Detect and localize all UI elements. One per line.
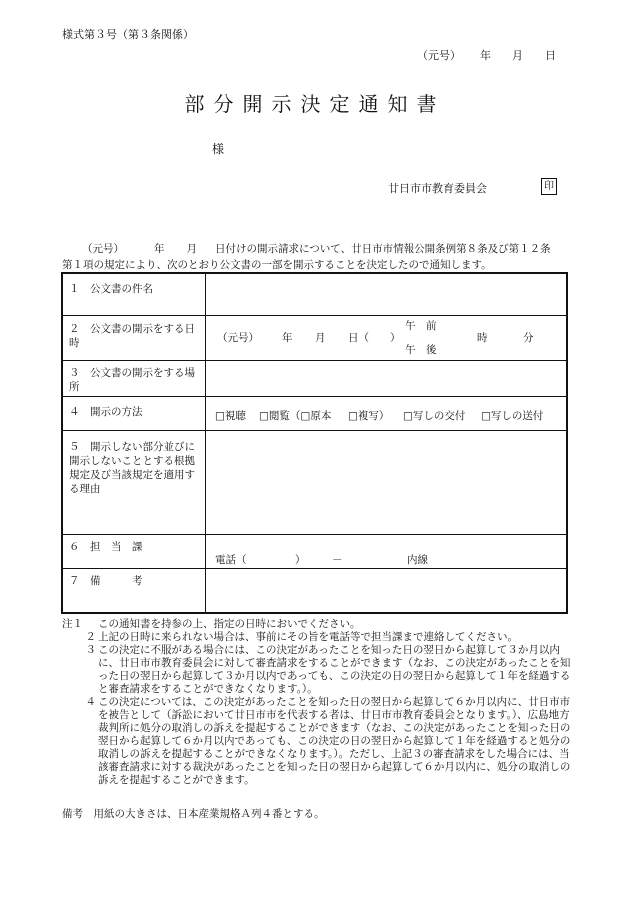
header-era: （元号） (417, 49, 461, 62)
row-label-datetime: ２ 公文書の開示をする日時 (69, 323, 195, 349)
row-label-subject: １ 公文書の件名 (69, 283, 153, 295)
datetime-day: 日（ ） (348, 332, 401, 344)
body-paragraph (62, 241, 572, 273)
row-divider (63, 430, 566, 431)
remark-text: 備考 用紙の大きさは、日本産業規格Ａ列４番とする。 (62, 808, 325, 820)
method-view-checkbox[interactable]: □視聴 (215, 410, 246, 422)
phone-dash: － (332, 554, 343, 566)
row-divider (63, 396, 566, 397)
note-text: 上記の日時に来られない場合は、事前にその旨を電話等で担当課まで連絡してください。 (98, 631, 518, 643)
note-number: 注１ (62, 618, 83, 630)
row-divider (63, 534, 566, 535)
body-month: 月 (186, 243, 197, 255)
header-day: 日 (545, 49, 556, 62)
phone-extension: 内線 (407, 554, 428, 566)
note-text: この決定に不服がある場合には、この決定があったことを知った日の翌日から起算して３か月以内に、廿日市市教育委員会に対して審査請求をすることができます（なお、この決定があったことを知った日の翌日から起算して３か月以内であっても、この決定の日の翌日から起算して１年を経過すると審査請求をすることができなくなります。）。 (98, 644, 571, 695)
form-number: 様式第３号（第３条関係） (62, 28, 194, 41)
note-item (62, 618, 577, 631)
document-title: 部分開示決定通知書 (184, 92, 446, 116)
header-month: 月 (512, 49, 523, 62)
row-label-method: ４ 開示の方法 (69, 406, 143, 418)
seal-mark: 印 (541, 178, 557, 195)
row-label-remarks: ７ 備 考 (69, 575, 143, 587)
pm-option: 午 後 (405, 344, 437, 356)
note-item (62, 644, 577, 696)
reason-field[interactable] (211, 436, 561, 528)
datetime-month: 月 (315, 332, 326, 344)
datetime-hour: 時 (477, 332, 488, 344)
table-column-divider (205, 274, 206, 612)
note-item (62, 631, 577, 644)
notes-list (62, 618, 577, 787)
method-copy-checkbox[interactable]: □複写） (348, 410, 390, 422)
addressee-suffix: 様 (212, 142, 225, 156)
datetime-minute: 分 (523, 332, 534, 344)
row-label-place: ３ 公文書の開示をする場所 (69, 367, 195, 393)
place-field[interactable] (211, 366, 561, 392)
body-year: 年 (154, 243, 165, 255)
method-read-checkbox[interactable]: □閲覧（□原本 (259, 410, 332, 422)
note-item (62, 696, 577, 787)
row-divider (63, 315, 566, 316)
note-text: この決定については、この決定があったことを知った日の翌日から起算して６か月以内に、廿日市市を被告として（訴訟において廿日市市を代表する者は、廿日市市教育委員会となります。）、広島地方裁判所に処分の取消しの訴えを提起することができます（なお、この決定があったことを知った日の翌日から起算して６か月以内であっても、この決定の日の翌日から起算して１年を経過すると処分の取消しの訴えを提起することができなくなります。）。ただし、上記３の審査請求をした場合には、当該審査請求に対する裁決があったことを知った日の翌日から起算して６か月以内に、処分の取消しの訴えを提起することができます。 (98, 696, 571, 786)
note-number: ２ (85, 631, 96, 643)
am-option: 午 前 (405, 320, 437, 332)
issuer-name: 廿日市市教育委員会 (388, 182, 487, 195)
note-text: この通知書を持参の上、指定の日時においでください。 (98, 618, 361, 630)
body-line2-text: 第１項の規定により、次のとおり公文書の一部を開示することを決定したので通知します。 (62, 259, 492, 271)
phone-close: ） (295, 554, 306, 566)
row-label-department: ６ 担 当 課 (69, 541, 143, 553)
method-send-checkbox[interactable]: □写しの送付 (481, 410, 544, 422)
row-divider (63, 360, 566, 361)
row-label-reason: ５ 開示しない部分並びに開示しないこととする根拠規定及び当該規定を適用する理由 (69, 441, 195, 495)
note-number: ３ (85, 644, 96, 656)
row-divider (63, 568, 566, 569)
method-deliver-checkbox[interactable]: □写しの交付 (403, 410, 466, 422)
datetime-era: （元号） (217, 332, 259, 344)
datetime-year: 年 (282, 332, 293, 344)
body-era: （元号） (82, 243, 124, 255)
body-line1-text: 日付けの開示請求について、廿日市市情報公開条例第８条及び第１２条 (215, 243, 551, 255)
subject-field[interactable] (211, 282, 561, 308)
phone-label: 電話（ (215, 554, 247, 566)
note-number: ４ (85, 696, 96, 708)
disclosure-table (61, 272, 568, 614)
header-year: 年 (480, 49, 491, 62)
remarks-field[interactable] (211, 574, 561, 610)
